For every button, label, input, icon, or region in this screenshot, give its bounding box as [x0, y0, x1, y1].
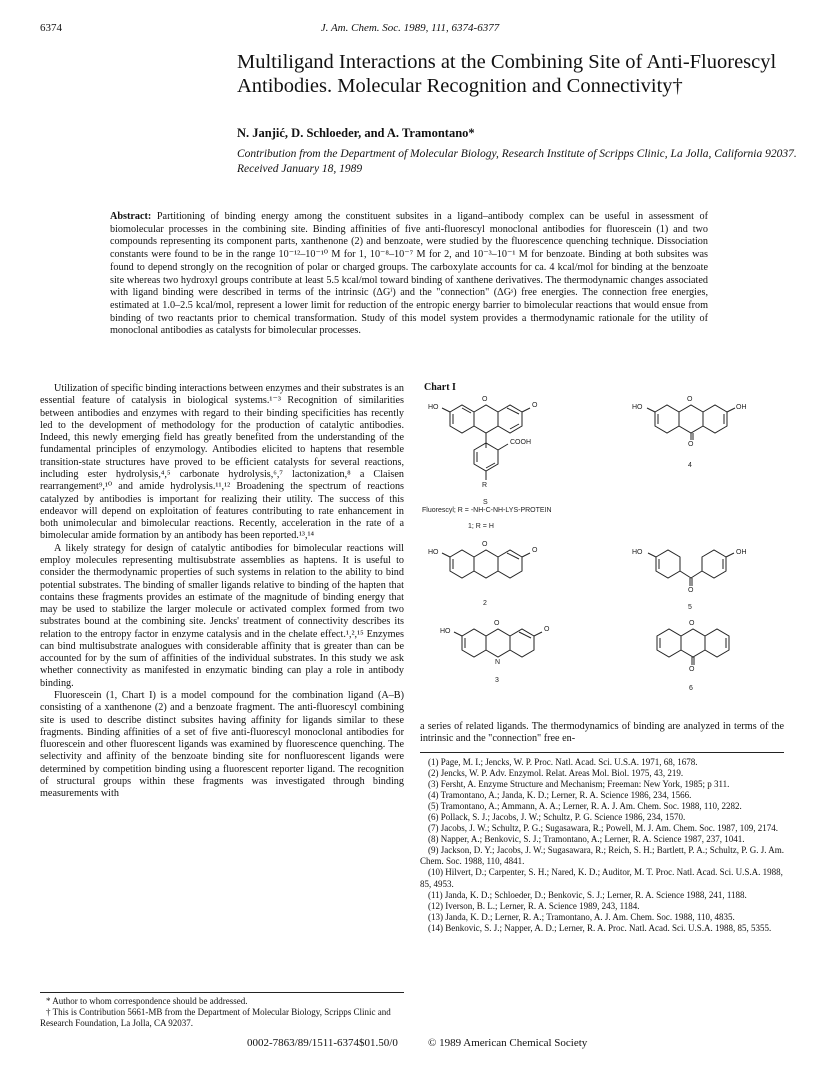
- structure-4: [647, 405, 735, 440]
- compound-3-label: 3: [495, 677, 499, 684]
- author-footnotes: [40, 992, 404, 1029]
- n-label: N: [495, 659, 501, 666]
- reference-item: (12) Iverson, B. L.; Lerner, R. A. Science 1989, 243, 1184.: [428, 900, 640, 911]
- ho-label: HO: [632, 549, 643, 556]
- s-label: S: [483, 499, 488, 506]
- article-code: 0002-7863/89/1511-6374$01.50/0: [247, 1037, 398, 1049]
- body-paragraph: A likely strategy for design of catalytic antibodies for bimolecular reactions will employ molecules representing multisubstrate assemblies as haptens. It is useful to consider the thermodynamic properties of such systems in relation to the ability to bind potential substrates. The binding of smaller ligands relative to binding of the hapten that contains these fragments provides an estimate of the magnitude of binding energy that may be used to stabilize the larger molecule or activated complex formed from two substrates bound at the combining site. Jencks' treatment of connectivity describes its relation to the entropy factor in enzyme catalysis and in the chelate effect.¹,²,¹⁵ Enzymes can bind multisubstrate analogues with considerable affinity that is greater than can be accounted for by the sum of affinities of the individual substrates. In this study we ask whether connectivity as manifested in enzymatic binding can play a role in antibody binding.: [40, 542, 404, 689]
- ho-label: HO: [428, 549, 439, 556]
- o-label: O: [532, 547, 538, 554]
- o-label: O: [482, 396, 488, 403]
- body-right-intro: a series of related ligands. The thermodynamics of binding are analyzed in terms of the intrinsic and the "connection" free en-: [420, 721, 784, 745]
- references: [420, 752, 784, 934]
- reference-item: (7) Jacobs, J. W.; Schultz, P. G.; Sugasawara, R.; Powell, M. J. Am. Chem. Soc. 1987, 109, 2174.: [428, 823, 778, 834]
- compound-1-label: 1; R = H: [468, 523, 494, 530]
- chart-title: Chart I: [424, 382, 456, 393]
- abstract-text: Partitioning of binding energy among the constituent subsites in a ligand–antibody complex can be useful in assessment of biomolecular processes in the combining site. Binding affinities of five anti-fluorescyl monoclonal antibodies for fluorescein (1) and two compounds representing its component parts, xanthenone (2) and benzoate, were studied by the fluorescence quenching technique. Dissociation constants were found to be in the range 10⁻¹²–10⁻¹⁰ M for 1, 10⁻⁸–10⁻⁷ M for 2, and 10⁻³–10⁻¹ M for benzoate. Binding at both subsites was found to depend strongly on the recognition of polar or charged groups. The carboxylate accounts for ca. 4 kcal/mol for binding at the benzoate site whereas two hydroxyl groups contribute at least 5.5 kcal/mol toward binding of xanthene derivatives. The thermodynamic changes associated with ligand binding were described in terms of the intrinsic (ΔGⁱ) and the "connection" (ΔGˢ) free energies. The connection free energies, estimated at 1.0–2.5 kcal/mol, represent a lower limit for reduction of the entropic energy barrier to bimolecular reactions that would ensue from binding of two reactants prior to chemical transformation. Study of this model system provides a thermodynamic rationale for the utility of monoclonal antibodies as catalysts for bimolecular processes.: [110, 211, 708, 337]
- abstract-label: Abstract:: [110, 211, 152, 222]
- reference-item: (14) Benkovic, S. J.; Napper, A. D.; Lerner, R. A. Proc. Natl. Acad. Sci. U.S.A. 1988, 85, 5355.: [428, 922, 772, 933]
- footnote: * Author to whom correspondence should be addressed.: [46, 996, 248, 1006]
- structures-svg: [420, 382, 790, 712]
- o-label: O: [544, 626, 550, 633]
- reference-item: (10) Hilvert, D.; Carpenter, S. H.; Nared, K. D.; Auditor, M. T. Proc. Natl. Acad. Sci. U.S.A. 1988, 85, 4953.: [420, 867, 783, 889]
- body-paragraph: Fluorescein (1, Chart I) is a model compound for the combination ligand (A–B) consisting of a xanthenone (2) and a benzoate fragment. The anti-fluorescyl combining site is used to describe distinct subsites having affinity for ligands similar to these fragments. Binding affinities of a set of five anti-fluorescyl monoclonal antibodies for fluorescein and other fluorescent ligands was examined by fluorescence quenching. The selectivity and affinity of the benzoate binding site for nonfluorescent ligands were determined by competition binding using a fluorescent reporter ligand. The recognition of structural groups within these fragments was investigated through binding measurements with: [40, 690, 404, 800]
- ho-label: HO: [632, 404, 643, 411]
- page-number: 6374: [40, 22, 62, 34]
- affiliation: Contribution from the Department of Molecular Biology, Research Institute of Scripps Clinic, La Jolla, California 92037. Received January 18, 1989: [237, 148, 797, 175]
- authors: N. Janjić, D. Schloeder, and A. Tramontano*: [237, 126, 475, 140]
- o-label: O: [494, 620, 500, 627]
- o-label: O: [688, 441, 694, 448]
- copyright: © 1989 American Chemical Society: [428, 1037, 588, 1049]
- o-label: O: [689, 666, 695, 673]
- oh-label: OH: [736, 404, 747, 411]
- reference-item: (6) Pollack, S. J.; Jacobs, J. W.; Schultz, P. G. Science 1986, 234, 1570.: [428, 812, 686, 823]
- article-title: Multiligand Interactions at the Combining Site of Anti-Fluorescyl Antibodies. Molecular Recognition and Connectivity†: [237, 51, 777, 97]
- cooh-label: COOH: [510, 439, 531, 446]
- reference-item: (3) Fersht, A. Enzyme Structure and Mechanism; Freeman: New York, 1985; p 311.: [428, 779, 730, 790]
- compound-6-label: 6: [689, 685, 693, 692]
- reference-item: (11) Janda, K. D.; Schloeder, D.; Benkovic, S. J.; Lerner, R. A. Science 1988, 241, 1188.: [428, 889, 747, 900]
- body-left-column: [40, 383, 404, 801]
- compound-5-label: 5: [688, 604, 692, 611]
- oh-label: OH: [736, 549, 747, 556]
- o-label: O: [689, 620, 695, 627]
- footnote: † This is Contribution 5661-MB from the Department of Molecular Biology, Scripps Clinic and Research Foundation, La Jolla, CA 92037.: [40, 1007, 391, 1028]
- abstract: [110, 211, 708, 338]
- ho-label: HO: [440, 628, 451, 635]
- reference-item: (13) Janda, K. D.; Lerner, R. A.; Tramontano, A. J. Am. Chem. Soc. 1988, 110, 4835.: [428, 911, 735, 922]
- chart-structures: [420, 382, 790, 712]
- o-label: O: [482, 541, 488, 548]
- compound-4-label: 4: [688, 462, 692, 469]
- fluorescyl-label: Fluorescyl; R = -NH-C-NH-LYS-PROTEIN: [422, 507, 552, 514]
- reference-item: (9) Jackson, D. Y.; Jacobs, J. W.; Sugasawara, R.; Reich, S. H.; Bartlett, P. A.; Schultz, P. G. J. Am. Chem. Soc. 1988, 110, 4841.: [420, 845, 784, 867]
- structure-5: [648, 550, 734, 586]
- r-label: R: [482, 482, 488, 489]
- o-label: O: [688, 587, 694, 594]
- structure-2: [442, 550, 530, 578]
- body-paragraph: Utilization of specific binding interactions between enzymes and their substrates is an essential feature of catalysis in biological systems.¹⁻³ Recognition of similarities between antibodies and enzymes with regard to their binding specificities has recently led to the development of methodology for the production of catalytic antibodies. Indeed, this newly emerging field has greatly benefited from the understanding of the fundamental principles of enzymology. Antibodies elicited to haptens that resemble transition-state structures have proved to be efficient catalysts for several reactions, including ester hydrolysis,⁴,⁵ carbonate hydrolysis,⁶,⁷ lactonization,⁸ a Claisen rearrangement⁹,¹⁰ and amide hydrolysis.¹¹,¹² Broadening the spectrum of reactions catalyzed by antibodies is important for realizing their utility. The success of this endeavor will depend on exploitation of features contributing to rate enhancement in both unimolecular and bimolecular reactions. Recently, acceleration in the rate of a bimolecular amide formation by an antibody has been reported.¹³,¹⁴: [40, 383, 404, 542]
- o-label: O: [532, 402, 538, 409]
- structure-6: [657, 629, 729, 665]
- reference-item: (1) Page, M. I.; Jencks, W. P. Proc. Natl. Acad. Sci. U.S.A. 1971, 68, 1678.: [428, 757, 698, 767]
- reference-item: (8) Napper, A.; Benkovic, S. J.; Tramontano, A.; Lerner, R. A. Science 1987, 237, 1041.: [428, 834, 745, 845]
- structure-3: [454, 629, 542, 657]
- compound-2-label: 2: [483, 600, 487, 607]
- reference-item: (4) Tramontano, A.; Janda, K. D.; Lerner, R. A. Science 1986, 234, 1566.: [428, 790, 692, 801]
- journal-reference: J. Am. Chem. Soc. 1989, 111, 6374-6377: [320, 22, 500, 34]
- reference-item: (5) Tramontano, A.; Ammann, A. A.; Lerner, R. A. J. Am. Chem. Soc. 1988, 110, 2282.: [428, 801, 742, 812]
- ho-label: HO: [428, 404, 439, 411]
- o-label: O: [687, 396, 693, 403]
- reference-item: (2) Jencks, W. P. Adv. Enzymol. Relat. Areas Mol. Biol. 1975, 43, 219.: [428, 768, 684, 779]
